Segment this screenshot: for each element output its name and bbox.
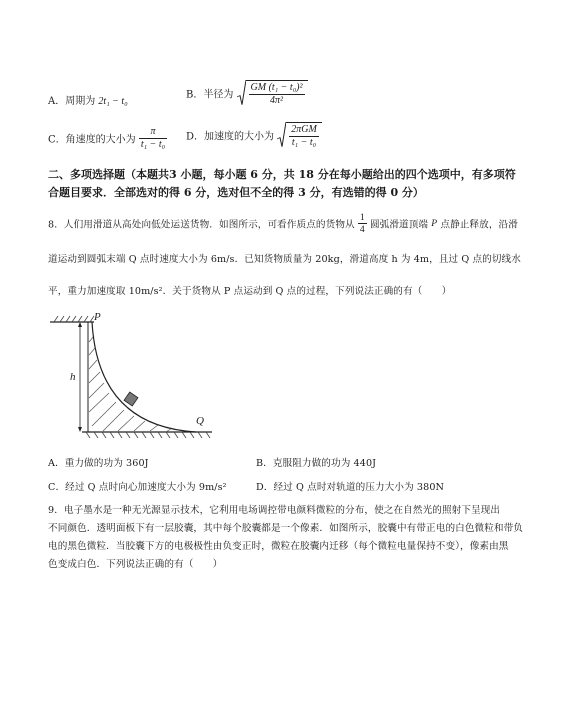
height-arrow-bottom-head xyxy=(78,427,82,432)
q8-option-c: C．经过 Q 点时向心加速度大小为 9m/s² xyxy=(48,482,227,493)
fraction-b-den: 4π² xyxy=(270,94,284,106)
fraction-c-num: π xyxy=(139,126,167,139)
fraction-b-num: GM (t₁ − t₀)² xyxy=(250,82,303,93)
q8-quarter-fraction xyxy=(358,212,367,235)
radical-sign-icon xyxy=(277,122,286,148)
q9-line3: 电的黑色微粒．当胶囊下方的电极极性由负变正时，微粒在胶囊内迁移（每个微粒电量保持不变），像素由黑 xyxy=(48,541,509,552)
fraction-d-den: t₁ − t₀ xyxy=(291,136,317,148)
fraction-c-den: t₁ − t₀ xyxy=(140,138,166,150)
q8-line1-b: 圆弧滑道顶端 xyxy=(369,219,429,231)
fraction-b xyxy=(249,82,305,106)
q9-line4: 色变成白色．下列说法正确的有（ ） xyxy=(48,559,223,570)
q8-slide-figure xyxy=(46,308,216,440)
height-arrow-top-head xyxy=(78,322,82,327)
sqrt-d xyxy=(277,122,322,148)
top-hatch xyxy=(54,316,94,322)
option-b-prev-label: B．半径为 xyxy=(186,89,234,101)
q9-line1: 9．电子墨水是一种无光源显示技术，它利用电场调控带电颜料微粒的分布，使之在自然光的照射下呈现出 xyxy=(48,505,501,516)
option-d-prev xyxy=(186,122,322,148)
fraction-c xyxy=(139,126,167,150)
quarter-arc-track xyxy=(92,322,196,432)
q8-option-d: D．经过 Q 点时对轨道的压力大小为 380N xyxy=(256,482,445,493)
radical-sign-icon xyxy=(237,80,246,106)
option-a-prev xyxy=(48,92,128,107)
section-heading-line1: 二、多项选择题（本题共3 小题，每小题 6 分，共 18 分在每小题给出的四个选项中，有多项符 xyxy=(48,168,516,181)
q8-option-b: B．克服阻力做的功为 440J xyxy=(256,458,377,469)
option-a-prev-math: 2t₁ − t₀ xyxy=(98,96,128,107)
q8-frac-den: 4 xyxy=(359,224,365,236)
q8-line1-c: 点静止释放，沿滑 xyxy=(440,219,518,231)
label-q: Q xyxy=(196,415,204,427)
cargo-block xyxy=(124,392,138,406)
fraction-d xyxy=(289,124,319,148)
q8-option-a: A．重力做的功为 360J xyxy=(48,458,149,469)
q8-line1-a: 8．人们用滑道从高处向低处运送货物．如图所示，可看作质点的货物从 xyxy=(48,219,355,231)
option-c-prev-label: C．角速度的大小为 xyxy=(48,134,136,146)
q8-line3: 平，重力加速度取 10m/s²．关于货物从 P 点运动到 Q 点的过程，下列说法正确的有（ ） xyxy=(48,286,452,297)
arc-hatch xyxy=(89,336,172,432)
fraction-d-num: 2πGM xyxy=(291,124,317,135)
section-heading-line2: 合题目要求．全部选对的得 6 分，选对但不全的得 3 分，有选错的得 0 分） xyxy=(48,186,424,199)
option-d-prev-label: D．加速度的大小为 xyxy=(186,131,275,143)
bottom-hatch xyxy=(86,432,210,438)
label-p: P xyxy=(94,311,101,323)
option-c-prev xyxy=(48,126,167,150)
label-h: h xyxy=(70,371,76,383)
q8-line2: 道运动到圆弧末端 Q 点时速度大小为 6m/s．已知货物质量为 20kg，滑道高度 h 为 4m，且过 Q 点的切线水 xyxy=(48,254,521,265)
option-b-prev xyxy=(186,80,308,106)
sqrt-b xyxy=(237,80,308,106)
q9-line2: 不同颜色．透明面板下有一层胶囊，其中每个胶囊都是一个像素．如图所示，胶囊中有带正电的白色微粒和带负 xyxy=(48,523,523,534)
q8-frac-num: 1 xyxy=(359,212,365,223)
q8-var-p: P xyxy=(431,218,438,230)
option-a-prev-label: A．周期为 xyxy=(48,96,96,107)
q8-line1 xyxy=(48,212,518,235)
